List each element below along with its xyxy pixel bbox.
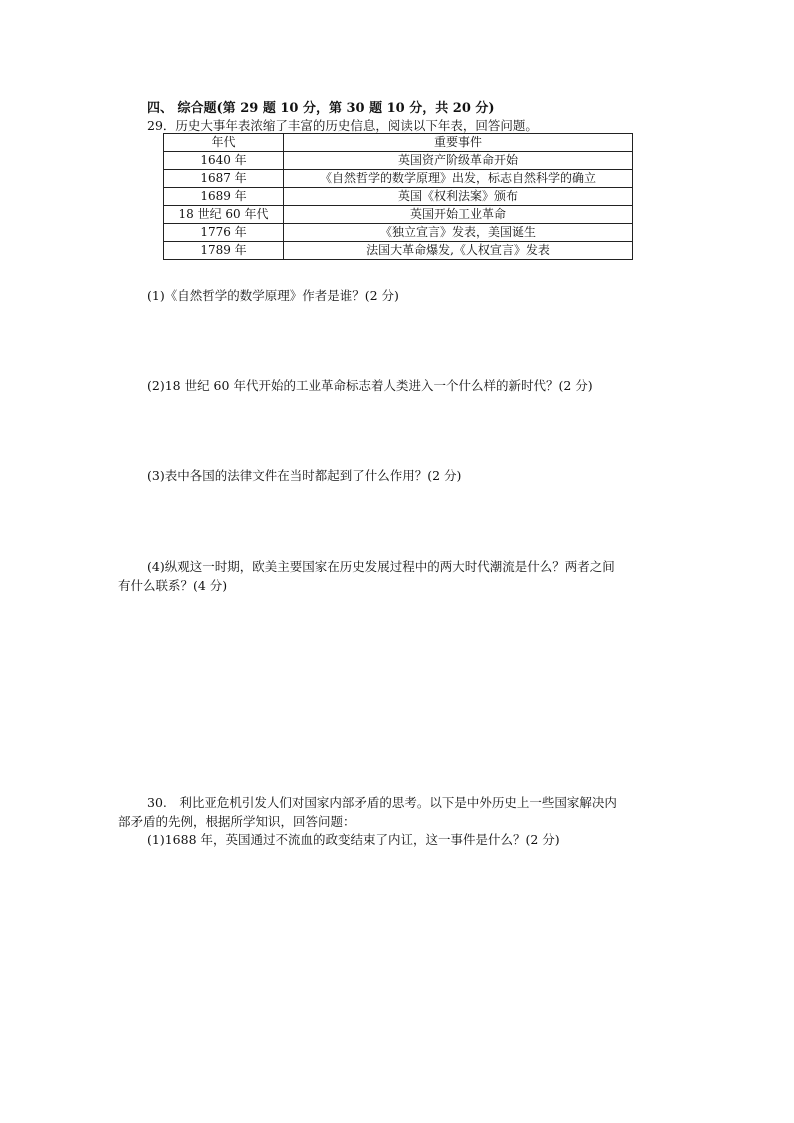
cell-year: 1776 年 (164, 224, 284, 242)
events-table (163, 133, 633, 260)
table-row (164, 206, 633, 224)
cell-event: 法国大革命爆发,《人权宣言》发表 (284, 242, 633, 260)
table-header-row (164, 134, 633, 152)
question-30-line2: 部矛盾的先例，根据所学知识，回答问题： (118, 814, 356, 829)
cell-year: 18 世纪 60 年代 (164, 206, 284, 224)
table-row (164, 170, 633, 188)
question-29-sub3: (3)表中各国的法律文件在当时都起到了什么作用？(2 分) (147, 468, 462, 483)
header-event: 重要事件 (284, 134, 633, 152)
question-29-sub1: (1)《自然哲学的数学原理》作者是谁？(2 分) (147, 288, 399, 303)
question-30-sub1: (1)1688 年，英国通过不流血的政变结束了内讧，这一事件是什么？(2 分) (147, 832, 560, 847)
section-title: 四、 综合题(第 29 题 10 分，第 30 题 10 分，共 20 分) (147, 101, 495, 116)
cell-event: 英国开始工业革命 (284, 206, 633, 224)
cell-year: 1789 年 (164, 242, 284, 260)
cell-year: 1687 年 (164, 170, 284, 188)
cell-event: 《独立宣言》发表，美国诞生 (284, 224, 633, 242)
question-29-stem: 29．历史大事年表浓缩了丰富的历史信息，阅读以下年表，回答问题。 (147, 118, 538, 133)
question-29-sub4-line2: 有什么联系？(4 分) (118, 578, 228, 593)
question-29-sub2: (2)18 世纪 60 年代开始的工业革命标志着人类进入一个什么样的新时代？(2 分) (147, 378, 593, 393)
table-row (164, 152, 633, 170)
table-row (164, 242, 633, 260)
cell-event: 英国资产阶级革命开始 (284, 152, 633, 170)
cell-year: 1640 年 (164, 152, 284, 170)
header-era: 年代 (164, 134, 284, 152)
cell-event: 《自然哲学的数学原理》出发，标志自然科学的确立 (284, 170, 633, 188)
question-30-line1: 30. 利比亚危机引发人们对国家内部矛盾的思考。以下是中外历史上一些国家解决内 (147, 795, 617, 810)
table-row (164, 188, 633, 206)
cell-year: 1689 年 (164, 188, 284, 206)
cell-event: 英国《权利法案》颁布 (284, 188, 633, 206)
table-row (164, 224, 633, 242)
question-29-sub4-line1: (4)纵观这一时期，欧美主要国家在历史发展过程中的两大时代潮流是什么？两者之间 (147, 559, 615, 574)
